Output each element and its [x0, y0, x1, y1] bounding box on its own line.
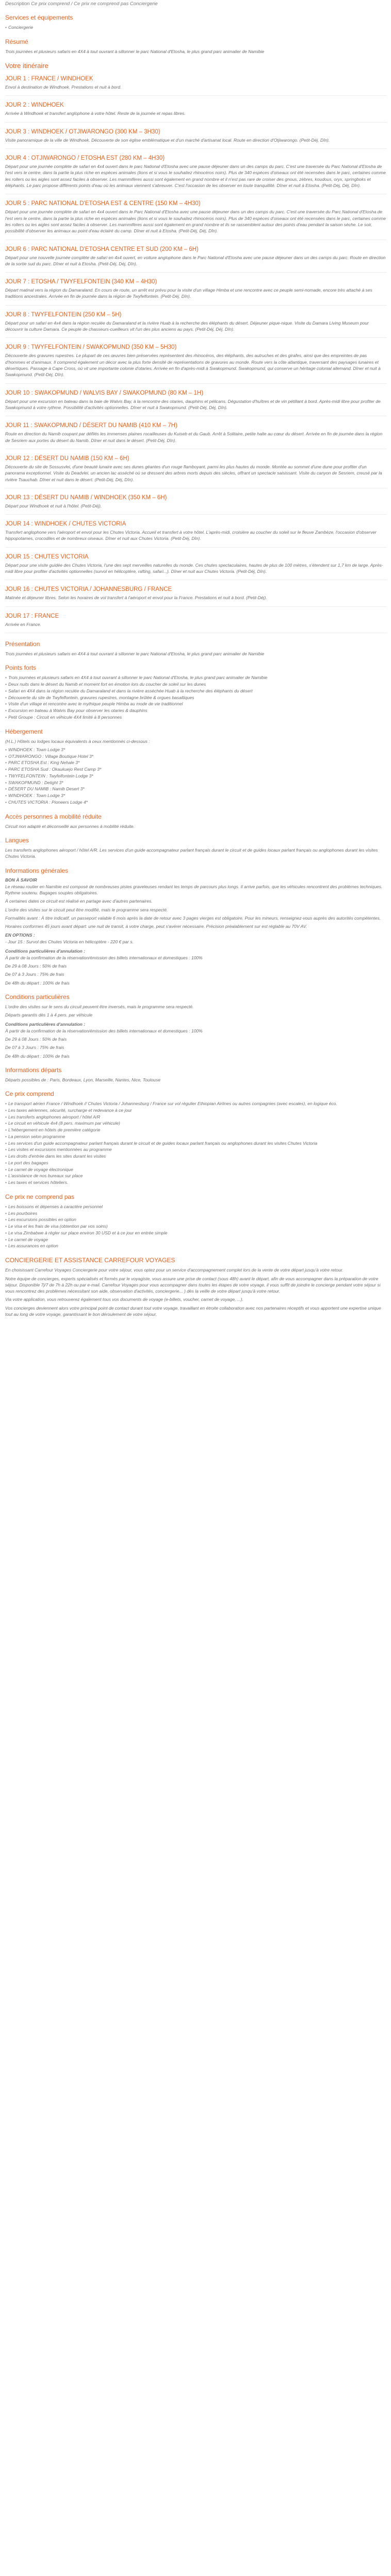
presentation-text: Trois journées et plusieurs safaris en 4X4 à tout ouvrant à sillonner le parc National d'Etosha, le plus grand parc animalier de Namibie: [5, 651, 265, 656]
bullet-icon: •: [5, 1127, 7, 1133]
day-description: Envol à destination de Windhoek. Prestations et nuit à bord.: [5, 84, 122, 90]
day-title: JOUR 15 : CHUTES VICTORIA: [5, 553, 89, 560]
bullet-icon: •: [5, 1166, 7, 1172]
itinerary-day: [5, 390, 387, 417]
hotel-item-text: TWYFELFONTEIN : Twyfelfontein Lodge 3*: [8, 773, 93, 778]
itinerary-day: [5, 455, 387, 488]
included-item: [5, 1173, 387, 1179]
cancellation-line: De 07 à 3 Jours : 75% de frais: [5, 1045, 64, 1050]
bullet-icon: •: [5, 1243, 7, 1249]
cancellation-lines-1: [5, 955, 387, 986]
bullet-icon: •: [5, 753, 7, 759]
included-item-text: Le circuit en véhicule 4x4 (8 pers. maximum par véhicule): [8, 1121, 120, 1126]
day-title: JOUR 12 : DÉSERT DU NAMIB (150 KM – 6H): [5, 455, 129, 462]
excluded-item: [5, 1230, 387, 1236]
included-item-text: Les visites et excursions mentionnées au programme: [8, 1147, 112, 1153]
excluded-item-text: Le carnet de voyage: [8, 1236, 48, 1242]
day-description: Route en direction du Namib coupant par défilés les immenses plaines rocailleuses du Kuiseb et du Gaub. Arrêt à Solitaire, petite halte au cœur du désert. Arrivée en fin de journée dans la région de Sesriem aux portes du désert du Namib. Dîner et nuit dans le désert. (Petit-Déj, Dîn).: [5, 431, 383, 443]
hebergement-heading: Hébergement: [5, 727, 43, 735]
hotel-item-text: OTJIWARONGO : Village Boutique Hotel 3*: [8, 753, 94, 759]
service-item: [5, 24, 387, 31]
bullet-icon: •: [5, 1210, 7, 1216]
day-description: Départ matinal vers la région du Damaraland. En cours de route, un arrêt est prévu pour la visite d'un village Himba et une rencontre avec ce peuple semi-nomade, encore très attaché à ses traditions ancestrales. Arrivée en fin de journée dans la région de Twyfelfontein. (Petit-Déj, Dîn).: [5, 287, 372, 299]
bullet-icon: •: [5, 714, 7, 720]
bullet-icon: •: [5, 1217, 7, 1223]
included-item: [5, 1160, 387, 1166]
hotel-item: [5, 753, 387, 760]
included-item-text: Les transferts anglophones aéroport / hôtel A/R: [8, 1114, 101, 1120]
itinerary-day: [5, 554, 387, 581]
highlight-item-text: Trois journées et plusieurs safaris en 4X4 à tout ouvrant à sillonner le parc National d'Etosha, le plus grand parc animalier de Namibie: [8, 675, 268, 681]
concierge-paragraph: En choisissant Carrefour Voyages Conciergerie pour votre séjour, vous optez pour un service d'accompagnement complet lors de la vente de votre départ jusqu'à votre retour.: [5, 1267, 344, 1273]
day-title: JOUR 11 : SWAKOPMUND / DÉSERT DU NAMIB (410 KM – 7H): [5, 422, 177, 429]
hotel-item-text: DÉSERT DU NAMIB : Namib Desert 3*: [8, 786, 85, 792]
depart-heading: Informations départs: [5, 1066, 62, 1074]
cancellation-line: De 29 à 08 Jours : 50% de frais: [5, 1036, 67, 1042]
excluded-list: [5, 1204, 387, 1249]
conditions-texts: [5, 1004, 387, 1019]
bullet-icon: •: [5, 1160, 7, 1165]
services-heading: Services et équipements: [5, 14, 73, 21]
highlight-item: [5, 674, 387, 681]
itinerary-heading: Votre itinéraire: [5, 62, 48, 70]
included-item-text: Les droits d'entrée dans les sites durant les visites: [8, 1154, 106, 1159]
bullet-icon: •: [5, 779, 7, 785]
bullet-icon: •: [5, 1121, 7, 1126]
day-description: Visite panoramique de la ville de Windhoek. Découverte de son église emblématique et d'un marché d'artisanat local. Route en direction d'Otjiwarongo. (Petit-Déj, Dîn).: [5, 137, 330, 143]
bullet-icon: •: [5, 1101, 7, 1107]
points-list: [5, 674, 387, 720]
included-item: [5, 1114, 387, 1121]
bullet-icon: •: [5, 799, 7, 805]
day-title: JOUR 17 : FRANCE: [5, 613, 59, 619]
excluded-item-text: Les excursions possibles en option: [8, 1217, 76, 1223]
itinerary-day: [5, 246, 387, 273]
hotel-item-text: CHUTES VICTORIA : Pioneers Lodge 4*: [8, 799, 88, 805]
concierge-texts: [5, 1267, 387, 1317]
included-item: [5, 1107, 387, 1114]
highlight-item-text: Petit Groupe : Circuit en véhicule 4X4 limité à 8 personnes: [8, 714, 122, 720]
bullet-icon: •: [5, 1173, 7, 1179]
included-item: [5, 1153, 387, 1160]
cancellation-line: À partir de la confirmation de la réservation/émission des billets internationaux et domestiques : 100%: [5, 955, 203, 960]
included-item-text: L'assistance de nos bureaux sur place: [8, 1173, 83, 1179]
infos-texts: [5, 884, 387, 930]
day-title: JOUR 10 : SWAKOPMUND / WALVIS BAY / SWAKOPMUND (80 KM – 1H): [5, 389, 204, 396]
highlight-item: [5, 701, 387, 707]
concierge-paragraph: Notre équipe de concierges, experts spécialisés et formés par le voyagiste, vous assure une prise de contact (sous 48h) avant le départ, afin de vous accompagner dans la préparation de votre séjour. Disponible 7j/7 de 7h à 22h ou par e-mail. Carrefour Voyages pour vous accompagner dans toutes les étapes de votre voyage, il vous suffit de joindre le concierge pendant votre séjour si vous rencontrez des problèmes nécessitant son aide, observation d'activités, conciergerie... ) dès la veille de votre départ jusqu'à votre retour.: [5, 1276, 381, 1294]
included-item: [5, 1146, 387, 1153]
excluded-heading: Ce prix ne comprend pas: [5, 1193, 75, 1200]
condition-paragraph: L'ordre des visites sur le sens du circuit peuvent être inversés, mais le programme sera respecté.: [5, 1004, 194, 1009]
hotel-item-text: PARC ETOSHA Sud : Okaukuejo Rest Camp 3*: [8, 767, 102, 772]
options-text: - Jour 15 : Survol des Chutes Victoria en hélicoptère - 220 € par s.: [5, 939, 134, 945]
included-item-text: Les services d'un guide accompagnateur parlant français durant le circuit et de guides locaux parlant français ou anglophones durant les visites Chutes Victoria: [8, 1140, 318, 1146]
highlight-item: [5, 694, 387, 701]
day-title: JOUR 5 : PARC NATIONAL D'ETOSHA EST & CENTRE (150 KM – 4H30): [5, 200, 201, 207]
excluded-item: [5, 1243, 387, 1249]
included-item-text: L'hébergement en hôtels de première catégorie: [8, 1127, 101, 1133]
itinerary-day: [5, 495, 387, 515]
itinerary-day: [5, 76, 387, 96]
bullet-icon: •: [5, 1204, 7, 1209]
itinerary-day: [5, 613, 387, 633]
excluded-item-text: Les pourboires: [8, 1210, 38, 1216]
cancellation-subheading-1: Conditions particulières d'annulation :: [5, 948, 86, 954]
itinerary-day: [5, 344, 387, 383]
excluded-item-text: Le visa Zimbabwe à régler sur place environ 30 USD et à ce jour en entrée simple: [8, 1230, 168, 1235]
itinerary-day: [5, 102, 387, 122]
breadcrumb: Description Ce prix comprend / Ce prix ne comprend pas Conciergerie: [5, 1, 158, 7]
concierge-heading: CONCIERGERIE ET ASSISTANCE CARREFOUR VOYAGES: [5, 1257, 175, 1264]
day-description: Départ pour une journée complète de safari en 4x4 ouvert dans le parc National d'Etosha avec une pause déjeuner dans un des camps du parc. C'est une traversée du Parc National d'Etosha de l'est vers le centre, dans la partie la plus riche en espèces animales (lions et si vous le souhaitez rhinocéros noirs). Plus de 340 espèces d'oiseaux ont été recensées dans le parc, certaines comme les rollers ou les aigles sont assez faciles à observer. Les mammifères aussi sont également en grand nombre et il n'est pas rare de croiser des gnous, zèbres, koudous, oryx, springboks et éléphants. Le parc propose différents points d'eau où les animaux viennent s'abreuver. C'est l'occasion de les observer en toute tranquillité. Dîner et nuit à Etosha. (Petit-Déj, Déj, Dîn).: [5, 164, 386, 188]
hotel-item-text: SWAKOPMUND : Delight 3*: [8, 779, 63, 785]
itinerary-day: [5, 200, 387, 240]
day-description: Découverte du site de Sossusvlei, d'une beauté lunaire avec ses dunes géantes d'un rouge flamboyant, parmi les plus hautes du monde. Montée au sommet d'une dune pour profiter d'un panorama exceptionnel. Visite du Deadvlei, un ancien lac asséché où se dressent des arbres morts depuis des siècles, offrant un spectacle saisissant. Visite du canyon de Sesriem, creusé par la rivière Tsauchab. Dîner et nuit dans le désert. (Petit-Déj, Déj, Dîn).: [5, 464, 382, 482]
included-item-text: Le port des bagages: [8, 1160, 48, 1165]
excluded-item: [5, 1204, 387, 1210]
highlight-item: [5, 714, 387, 721]
acces-heading: Accès personnes à mobilité réduite: [5, 812, 102, 820]
itinerary-day: [5, 422, 387, 449]
highlight-item-text: Safari en 4X4 dans la région reculée du Damaraland et dans la rivière asséchée Huab à la recherche des éléphants du désert: [8, 688, 253, 693]
included-item-text: Les taxes aériennes, sécurité, surcharge et redevance à ce jour: [8, 1107, 132, 1113]
bullet-icon: •: [5, 708, 7, 714]
langues-text: Les transferts anglophones aéroport / hôtel A/R. Les services d'un guide accompagnateur parlant français durant le circuit et de guides locaux parlant français ou anglophones durant les visites Chutes Victoria.: [5, 847, 378, 859]
cancellation-line: De 29 à 08 Jours : 50% de frais: [5, 963, 67, 969]
itinerary-day: [5, 586, 387, 606]
resume-text: Trois journées et plusieurs safaris en 4X4 à tout ouvrant à sillonner le parc National d'Etosha, le plus grand parc animalier de Namibie: [5, 48, 265, 54]
day-description: Arrivée en France.: [5, 621, 41, 627]
cancellation-line: De 48h du départ : 100% de frais: [5, 980, 70, 986]
highlight-item-text: Visite d'un village et rencontre avec le mythique peuple Himba au mode de vie traditionnel: [8, 701, 183, 707]
hebergement-intro: (H.L.) Hôtels ou lodges locaux équivalents à ceux mentionnés ci-dessous :: [5, 738, 150, 744]
hebergement-list: [5, 747, 387, 806]
highlight-item: [5, 688, 387, 694]
excluded-item: [5, 1223, 387, 1230]
bullet-icon: •: [5, 682, 7, 687]
services-list: [5, 24, 387, 31]
hotel-item: [5, 766, 387, 773]
acces-text: Circuit non adapté et déconseillé aux personnes à mobilité réduite.: [5, 823, 135, 829]
day-description: Départ pour une nouvelle journée complète de safari en 4x4 ouvert, en voiture anglophone dans le Parc National d'Etosha avec une pause déjeuner dans un des camps du parc. Route en direction de la sortie sud du parc. Dîner et nuit à Etosha. (Petit-Déj, Déj, Dîn).: [5, 255, 386, 266]
day-description: Départ pour une journée complète de safari en 4x4 ouvert dans le Parc National d'Etosha avec une pause déjeuner dans un des camps du parc. C'est une traversée du Parc National d'Etosha de l'est vers le centre, dans la partie la plus riche en espèces animales (lions et si vous le souhaitez rhinocéros noirs). Plus de 340 espèces d'oiseaux ont été recensées dans le parc, certaines comme les rollers ou les aigles sont assez faciles à observer. Les mammifères aussi sont également en grand nombre et ils se rassemblent autour des points d'eau pendant la saison sèche. Le soir, possibilité d'observer les animaux au point d'eau éclairé du camp. Dîner et nuit à Etosha. (Petit-Déj, Déj, Dîn).: [5, 209, 386, 234]
infos-heading: Informations générales: [5, 867, 69, 874]
hotel-item: [5, 786, 387, 792]
day-description: Arrivée à Windhoek et transfert anglophone à votre hôtel. Reste de la journée et repas libres.: [5, 111, 186, 116]
excluded-item: [5, 1216, 387, 1223]
infos-subheading: BON À SAVOIR: [5, 877, 37, 883]
day-title: JOUR 2 : WINDHOEK: [5, 102, 64, 109]
info-paragraph: À certaines dates ce circuit est réalisé en partage avec d'autres partenaires.: [5, 899, 153, 904]
itinerary-day: [5, 312, 387, 338]
included-item: [5, 1100, 387, 1107]
options-heading: EN OPTIONS :: [5, 933, 35, 938]
condition-paragraph: Départs garantis dès 1 à 4 pers. par véhicule: [5, 1012, 93, 1018]
highlight-item-text: Découverte du site de Twyfelfontein, gravures rupestres, montagne brûlée & orgues basaltiques: [8, 694, 194, 700]
included-item: [5, 1120, 387, 1127]
depart-text: Départs possibles de : Paris, Bordeaux, Lyon, Marseille, Nantes, Nice, Toulouse: [5, 1077, 160, 1082]
highlight-item-text: Excursion en bateau à Walvis Bay pour observer les otaries & dauphins: [8, 708, 148, 714]
hotel-item-text: WINDHOEK : Town Lodge 3*: [8, 747, 66, 752]
conditions-heading: Conditions particulières: [5, 993, 70, 1001]
bullet-icon: •: [5, 1224, 7, 1229]
day-description: Départ pour une excursion en bateau dans la baie de Walvis Bay, à la rencontre des otaries, dauphins et pélicans. Dégustation d'huîtres et de vin pétillant à bord. Après-midi libre pour profiter de Swakopmund à votre rythme. Possibilité d'activités optionnelles. Dîner et nuit à Swakopmund. (Petit-Déj, Déj, Dîn).: [5, 398, 381, 410]
bullet-icon: •: [5, 1154, 7, 1159]
info-paragraph: Horaires conformes 45 jours avant départ: une nuit de transit, à votre charge, peut s'avérer nécessaire. Précision préalablement sur est réglable au 70V AV.: [5, 924, 307, 929]
highlight-item-text: Deux nuits dans le désert du Namib et moment fort en émotion lors du coucher de soleil sur les dunes: [8, 682, 206, 687]
bullet-icon: •: [5, 760, 7, 766]
highlight-item: [5, 707, 387, 714]
langues-heading: Langues: [5, 836, 29, 844]
included-item: [5, 1140, 387, 1147]
bullet-icon: •: [5, 1230, 7, 1235]
presentation-heading: Présentation: [5, 640, 40, 648]
bullet-icon: •: [5, 1114, 7, 1120]
cancellation-line: À partir de la confirmation de la réservation/émission des billets internationaux et domestiques : 100%: [5, 1028, 203, 1033]
points-heading: Points forts: [5, 664, 37, 672]
concierge-paragraph: Via votre application, vous retrouverez également tous vos documents de voyage (e-billets, voucher, carnet de voyage, ...).: [5, 1297, 243, 1302]
bullet-icon: •: [5, 793, 7, 799]
itinerary-day: [5, 521, 387, 548]
included-item: [5, 1127, 387, 1133]
bullet-icon: •: [5, 1133, 7, 1139]
hotel-item: [5, 779, 387, 786]
day-description: Départ pour Windhoek et nuit à l'hôtel. (Petit-Déj).: [5, 503, 102, 509]
hotel-item-text: PARC ETOSHA Est : King Nehale 3*: [8, 760, 80, 766]
info-paragraph: Formalités avant : À titre indicatif, un passeport valable 6 mois après la date de retour avec 3 pages vierges est obligatoire. Pour les mineurs, renseignez-vous auprès des autorités compétentes.: [5, 915, 381, 921]
bullet-icon: •: [5, 675, 7, 681]
excluded-item-text: Le visa et les frais de visa (obtention par vos soins): [8, 1224, 108, 1229]
included-item-text: La pension selon programme: [8, 1133, 66, 1139]
included-item-text: Le transport aérien France / Windhoek // Chutes Victoria / Johannesburg / France sur vol régulier Ethiopian Airlines ou autres compagnies (avec escales), en logique éco.: [8, 1101, 337, 1107]
included-item: [5, 1179, 387, 1186]
bullet-icon: •: [5, 747, 7, 752]
bullet-icon: •: [5, 773, 7, 778]
day-title: JOUR 6 : PARC NATIONAL D'ETOSHA CENTRE ET SUD (200 KM – 6H): [5, 246, 199, 252]
day-title: JOUR 1 : FRANCE / WINDHOEK: [5, 76, 93, 82]
included-list: [5, 1100, 387, 1186]
bullet-icon: •: [5, 786, 7, 792]
hotel-item: [5, 799, 387, 806]
bullet-icon: •: [5, 25, 7, 30]
info-paragraph: Le réseau routier en Namibie est composé de nombreuses pistes graveleuses rendant les temps de parcours plus longs. Il arrive parfois, que les véhicules rencontrent des problèmes techniques. Rythme soutenu. Bagages souples obligatoires.: [5, 884, 383, 895]
hotel-item-text: WINDHOEK : Town Lodge 3*: [8, 793, 66, 799]
excluded-item: [5, 1236, 387, 1243]
day-title: JOUR 3 : WINDHOEK / OTJIWARONGO (300 KM – 3H30): [5, 128, 160, 135]
day-title: JOUR 4 : OTJIWARONGO / ETOSHA EST (280 KM – 4H30): [5, 155, 165, 161]
resume-heading: Résumé: [5, 38, 28, 45]
excluded-item-text: Les boissons et dépenses à caractère personnel: [8, 1204, 103, 1209]
included-item: [5, 1133, 387, 1140]
itinerary-list: [5, 76, 387, 633]
excluded-item: [5, 1210, 387, 1217]
bullet-icon: •: [5, 767, 7, 772]
day-description: Découverte des gravures rupestres. Le plupart de ces œuvres bien préservées représentent des rhinocéros, des éléphants, des autruches et des girafes, ainsi que des empreintes de pas d'hommes et d'animaux. Il comprend également un décor avec la plus forte densité de représentations de gravures au monde. Route vers la côte atlantique, traversant des paysages lunaires et désertiques. Passage à Cape Cross, où vit une importante colonie d'otaries. Arrivée en fin d'après-midi à Swakopmund. Swakopmund, qui conserve un héritage colonial allemand. Dîner et nuit à Swakopmund. (Petit-Déj, Dîn).: [5, 353, 381, 378]
day-description: Départ pour un safari en 4x4 dans la région reculée du Damaraland et la rivière Huab à la recherche des éléphants du désert. Déjeuner pique-nique. Visite du Damara Living Museum pour découvrir la culture Damara. Ce peuple de chasseurs-cueilleurs vit l'un des plus anciens au pays. (Petit-Déj, Déj, Dîn).: [5, 320, 369, 332]
hotel-item: [5, 747, 387, 753]
day-title: JOUR 14 : WINDHOEK / CHUTES VICTORIA: [5, 521, 126, 528]
bullet-icon: •: [5, 1140, 7, 1146]
itinerary-day: [5, 129, 387, 149]
cancellation-subheading-2: Conditions particulières d'annulation :: [5, 1021, 86, 1027]
cancellation-line: De 07 à 3 Jours : 75% de frais: [5, 972, 64, 977]
bullet-icon: •: [5, 701, 7, 707]
included-heading: Ce prix comprend: [5, 1090, 54, 1098]
info-paragraph: L'ordre des visites sur le circuit peut être modifié, mais le programme sera respecté.: [5, 907, 168, 912]
included-item: [5, 1166, 387, 1173]
bullet-icon: •: [5, 1107, 7, 1113]
bullet-icon: •: [5, 694, 7, 700]
day-description: Transfert anglophone vers l'aéroport et envol pour les Chutes Victoria. Accueil et transfert à votre hôtel. L'après-midi, croisière au coucher du soleil sur le fleuve Zambèze, l'occasion d'observer hippopotames, crocodiles et de nombreux oiseaux. Dîner et nuit aux Chutes Victoria. (Petit-Déj, Dîn).: [5, 530, 377, 541]
day-description: Matinée et déjeuner libres. Selon les horaires de vol transfert à l'aéroport et envol pour la France. Prestations et nuit à bord. (Petit-Déj).: [5, 595, 267, 601]
hotel-item: [5, 773, 387, 779]
day-title: JOUR 8 : TWYFELFONTEIN (250 KM – 5H): [5, 311, 122, 318]
bullet-icon: •: [5, 688, 7, 693]
hotel-item: [5, 792, 387, 799]
cancellation-line: De 48h du départ : 100% de frais: [5, 1053, 70, 1059]
highlight-item: [5, 681, 387, 688]
day-title: JOUR 9 : TWYFELFONTEIN / SWAKOPMUND (350 KM – 5H30): [5, 344, 177, 351]
itinerary-day: [5, 279, 387, 306]
concierge-paragraph: Vos concierges deviennent alors votre principal point de contact durant tout votre voyage, travaillant en étroite collaboration avec nos partenaires réceptifs et vous apportent une expertise unique tout au long de votre voyage, garantissant le bon déroulement de votre séjour.: [5, 1305, 381, 1317]
service-item-text: Conciergerie: [8, 25, 34, 30]
included-item-text: Le carnet de voyage électronique: [8, 1166, 73, 1172]
day-title: JOUR 7 : ETOSHA / TWYFELFONTEIN (340 KM – 4H30): [5, 279, 157, 285]
itinerary-day: [5, 155, 387, 194]
day-description: Départ pour une visite guidée des Chutes Victoria, l'une des sept merveilles naturelles du monde. Ces chutes spectaculaires, hautes de plus de 100 mètres, s'étendent sur 1,7 km de large. Après-midi libre pour profiter d'activités optionnelles (survol en hélicoptère, rafting, safari...). Dîner et nuit aux Chutes Victoria. (Petit-Déj, Dîn).: [5, 562, 383, 574]
day-title: JOUR 13 : DÉSERT DU NAMIB / WINDHOEK (350 KM – 6H): [5, 494, 167, 501]
bullet-icon: •: [5, 1236, 7, 1242]
cancellation-lines-2: [5, 1028, 387, 1059]
hotel-item: [5, 759, 387, 766]
included-item-text: Les taxes et services hôteliers.: [8, 1180, 69, 1185]
day-title: JOUR 16 : CHUTES VICTORIA / JOHANNESBURG / FRANCE: [5, 586, 172, 593]
bullet-icon: •: [5, 1180, 7, 1185]
excluded-item-text: Les assurances en option: [8, 1243, 58, 1249]
bullet-icon: •: [5, 1147, 7, 1153]
